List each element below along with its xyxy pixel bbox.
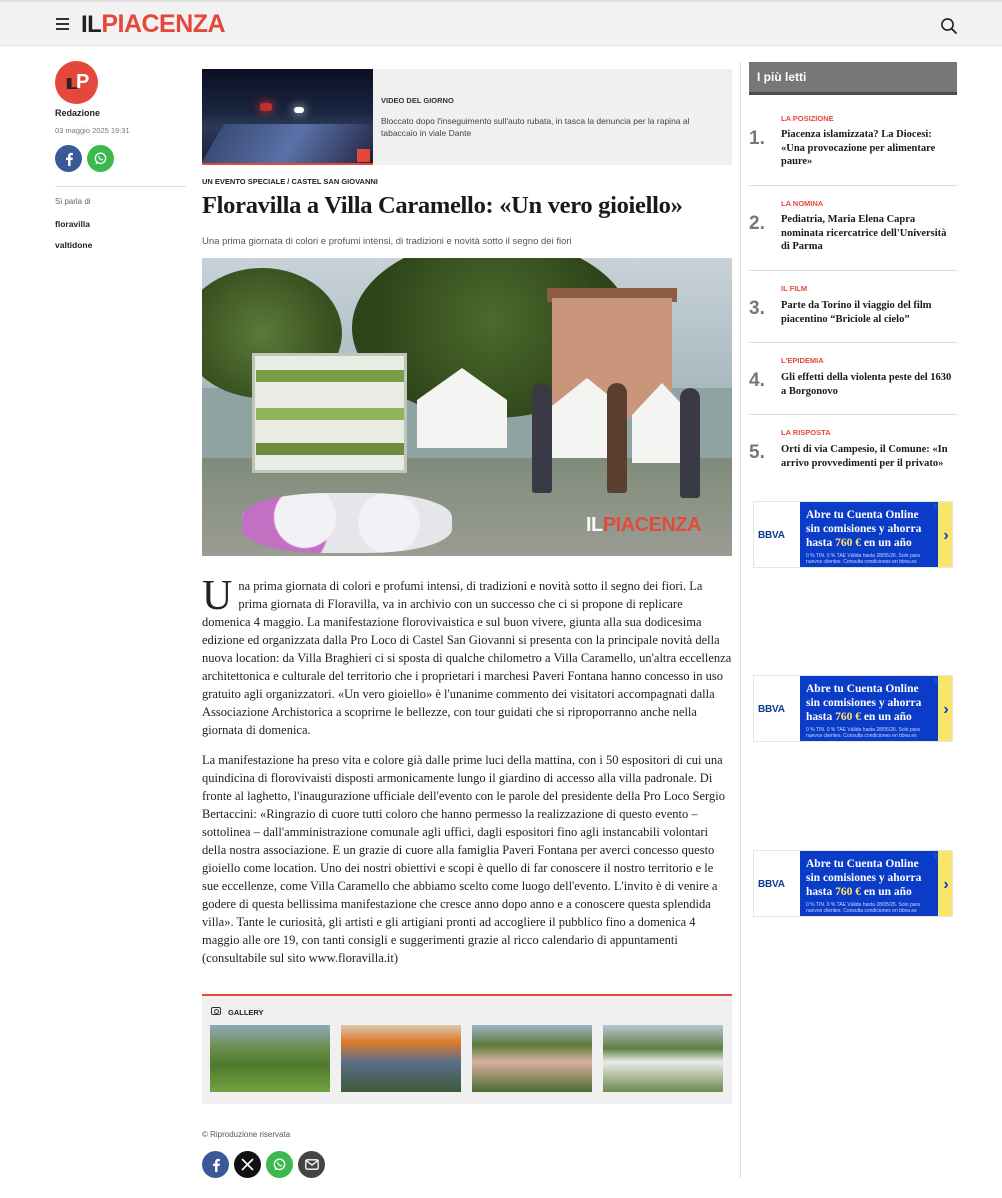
logo-il: IL: [81, 11, 102, 38]
ad-headline-line-3: [806, 711, 912, 723]
most-read-number: 4.: [749, 370, 765, 391]
x-icon: [241, 1158, 254, 1171]
most-read-title[interactable]: Orti di via Campesio, il Comune: «In arrivo provvedimenti per il privato»: [781, 444, 948, 469]
topic-link-valtidone[interactable]: valtidone: [55, 240, 93, 250]
most-read-item-5[interactable]: [749, 415, 957, 483]
gallery-thumbnail-3[interactable]: [472, 1025, 592, 1092]
ad-headline-line-2: sin comisiones y ahorra: [806, 523, 922, 535]
bbva-logo: BBVA: [758, 704, 785, 715]
ad-fine-print: 0 % TIN. 0 % TAE Válida hasta 28/05/26. Solo para nuevos clientes. Consulta condiciones en bbva.es: [806, 553, 920, 565]
left-separator: [55, 186, 186, 187]
facebook-icon: [63, 152, 75, 166]
share-email-button[interactable]: [298, 1151, 325, 1178]
topic-link-floravilla[interactable]: floravilla: [55, 219, 90, 229]
article-subtitle: Una prima giornata di colori e profumi intensi, di tradizioni e novità sotto il segno dei fiori: [202, 236, 572, 247]
most-read-kicker: LA POSIZIONE: [781, 114, 834, 123]
article-headline: Floravilla a Villa Caramello: «Un vero gioiello»: [202, 192, 683, 219]
email-icon: [305, 1159, 319, 1170]
ad-line3-suffix: en un año: [860, 537, 912, 549]
ad-arrow-icon[interactable]: ›: [938, 502, 953, 568]
video-title[interactable]: Bloccato dopo l'inseguimento sull'auto rubata, in tasca la denuncia per la rapina al tabaccaio in viale Dante: [381, 116, 690, 138]
column-divider: [740, 62, 741, 1178]
camera-icon: [211, 1007, 221, 1015]
whatsapp-icon: [93, 151, 108, 166]
watermark-il: IL: [586, 514, 603, 536]
topics-label: Si parla di: [55, 197, 91, 206]
search-icon[interactable]: [940, 17, 958, 35]
share-whatsapp-button-bottom[interactable]: [266, 1151, 293, 1178]
author-name[interactable]: Redazione: [55, 108, 101, 118]
ad-line3-prefix: hasta: [806, 886, 836, 898]
ad-arrow-icon[interactable]: ›: [938, 851, 953, 917]
share-whatsapp-button[interactable]: [87, 145, 114, 172]
bbva-ad-banner-1[interactable]: [753, 501, 953, 568]
watermark-piacenza: PIACENZA: [602, 514, 702, 536]
ad-headline-line-2: sin comisiones y ahorra: [806, 872, 922, 884]
ad-arrow-icon[interactable]: ›: [938, 676, 953, 742]
ad-headline-line-1: Abre tu Cuenta Online: [806, 683, 919, 695]
video-thumbnail[interactable]: [202, 69, 373, 165]
most-read-kicker: L'EPIDEMIA: [781, 356, 824, 365]
ad-headline-line-2: sin comisiones y ahorra: [806, 697, 922, 709]
gallery-thumbnail-1[interactable]: [210, 1025, 330, 1092]
most-read-header: I più letti: [749, 62, 957, 95]
most-read-number: 1.: [749, 128, 765, 149]
share-facebook-button[interactable]: [55, 145, 82, 172]
most-read-item-2[interactable]: [749, 186, 957, 271]
most-read-item-1[interactable]: [749, 106, 957, 186]
author-avatar[interactable]: [55, 61, 98, 104]
share-x-button[interactable]: [234, 1151, 261, 1178]
most-read-title[interactable]: Piacenza islamizzata? La Diocesi: «Una provocazione per alimentare paure»: [781, 129, 936, 167]
copyright-notice: © Riproduzione riservata: [202, 1130, 291, 1139]
ad-choices-icon[interactable]: ▷: [934, 504, 939, 510]
ad-line3-prefix: hasta: [806, 711, 836, 723]
most-read-kicker: LA NOMINA: [781, 199, 824, 208]
article-breadcrumb[interactable]: UN EVENTO SPECIALE / CASTEL SAN GIOVANNI: [202, 177, 378, 186]
gallery-thumbnail-4[interactable]: [603, 1025, 723, 1092]
ad-line3-amount: 760 €: [835, 537, 861, 549]
ad-choices-icon[interactable]: ▷: [934, 678, 939, 684]
ad-line3-amount: 760 €: [835, 711, 861, 723]
most-read-kicker: LA RISPOSTA: [781, 428, 831, 437]
video-badge-icon: [357, 149, 370, 162]
top-navigation-bar: [0, 0, 1002, 46]
facebook-icon: [210, 1158, 222, 1172]
bbva-ad-banner-2[interactable]: [753, 675, 953, 742]
gallery-thumbnail-2[interactable]: [341, 1025, 461, 1092]
photo-gallery: [202, 994, 732, 1104]
most-read-title[interactable]: Gli effetti della violenta peste del 1630 a Borgonovo: [781, 372, 952, 397]
most-read-item-3[interactable]: [749, 271, 957, 343]
ad-choices-icon[interactable]: ▷: [934, 853, 939, 859]
article-paragraph-1: [202, 573, 732, 739]
share-facebook-button-bottom[interactable]: [202, 1151, 229, 1178]
gallery-label: GALLERY: [228, 1008, 264, 1017]
most-read-number: 2.: [749, 213, 765, 234]
site-logo[interactable]: [81, 10, 226, 39]
hamburger-menu-icon[interactable]: [56, 18, 70, 30]
most-read-item-4[interactable]: [749, 343, 957, 415]
article-hero-image[interactable]: [202, 258, 732, 556]
paragraph-1-text: na prima giornata di colori e profumi intensi, di tradizioni e novità sotto il segno dei fiori. La prima giornata di Floravilla, va in archivio con un successo che ci si propone di replicare domenica 4 maggio. La manifestazione florovivaistica e sul buon vivere, giunta alla sua dodicesima edizione ed organizzata dalla Pro Loco di Castel San Giovanni si presenta con la principale novità della nuova location: da Villa Braghieri ci si sposta di qualche chilometro a Villa Caramello, un'altra eccellenza architettonica e culturale del territorio che i proprietari i marchesi Paveri Fontana hanno concesso in uso gratuito agli organizzatori. «Un vero gioiello» è l'unanime commento dei visitatori accompagnati dalla Associazione Archistorica a scoprirne le bellezze, con tour guidati che si riproporranno anche nella giornata di domenica.: [202, 579, 732, 737]
publish-date: 03 maggio 2025 19:31: [55, 126, 130, 135]
logo-piacenza: PIACENZA: [101, 10, 226, 38]
ad-fine-print: 0 % TIN. 0 % TAE Válida hasta 28/05/26. Solo para nuevos clientes. Consulta condiciones en bbva.es: [806, 902, 920, 914]
avatar-il: IL: [65, 75, 76, 93]
video-progress-bar: [202, 163, 373, 165]
ad-line3-amount: 760 €: [835, 886, 861, 898]
whatsapp-icon: [272, 1157, 287, 1172]
bbva-logo: BBVA: [758, 530, 785, 541]
most-read-title[interactable]: Parte da Torino il viaggio del film piacentino “Briciole al cielo”: [781, 300, 932, 325]
ad-line3-suffix: en un año: [860, 711, 912, 723]
ad-line3-prefix: hasta: [806, 537, 836, 549]
ad-fine-print: 0 % TIN. 0 % TAE Válida hasta 28/05/26. Solo para nuevos clientes. Consulta condiciones en bbva.es: [806, 727, 920, 739]
video-kicker: VIDEO DEL GIORNO: [381, 96, 454, 105]
dropcap-letter: U: [202, 573, 233, 619]
most-read-kicker: IL FILM: [781, 284, 808, 293]
most-read-number: 5.: [749, 442, 765, 463]
avatar-p: P: [75, 71, 88, 93]
article-paragraph-2: La manifestazione ha preso vita e colore già dalle prime luci della mattina, con i 50 espositori di cui una quindicina di florovivaisti disposti armonicamente lungo il giardino di accesso alla villa padronale. Di fronte al laghetto, l'inaugurazione ufficiale dell'evento con le parole del presidente della Pro Loco Sergio Bertaccini: «Ringrazio di cuore tutti coloro che hanno permesso la realizzazione di questo evento – sottolinea – dall'amministrazione comunale agli uffici, dagli espositori fino agli instancabili volontari della nostra associazione. E un grazie di cuore alla famiglia Paveri Fontana per averci concesso questo gioiello come location. Uno dei nostri obiettivi e scopi è quello di far conoscere il nostro territorio e le sue eccellenze, come Villa Caramello che abbiamo scelto come luogo dell'evento. L'invito è di venire a godere di questa bellissima manifestazione che cresce anno dopo anno e a conoscere questa splendida villa». Tante le curiosità, gli artisti e gli artigiani pronti ad accogliere il pubblico fino a domenica 4 maggio alle ore 19, con tanti consigli e suggerimenti grazie al ricco calendario di appuntamenti (consultabile sul sito www.floravilla.it): [202, 753, 725, 965]
most-read-title[interactable]: Pediatria, Maria Elena Capra nominata ricercatrice dell'Università di Parma: [781, 214, 947, 252]
ad-line3-suffix: en un año: [860, 886, 912, 898]
ad-headline-line-1: Abre tu Cuenta Online: [806, 858, 919, 870]
ad-headline-line-3: [806, 886, 912, 898]
ad-headline-line-1: Abre tu Cuenta Online: [806, 509, 919, 521]
ad-headline-line-3: [806, 537, 912, 549]
hero-watermark-logo: [586, 514, 701, 537]
most-read-number: 3.: [749, 298, 765, 319]
bbva-ad-banner-3[interactable]: [753, 850, 953, 917]
bbva-logo: BBVA: [758, 879, 785, 890]
